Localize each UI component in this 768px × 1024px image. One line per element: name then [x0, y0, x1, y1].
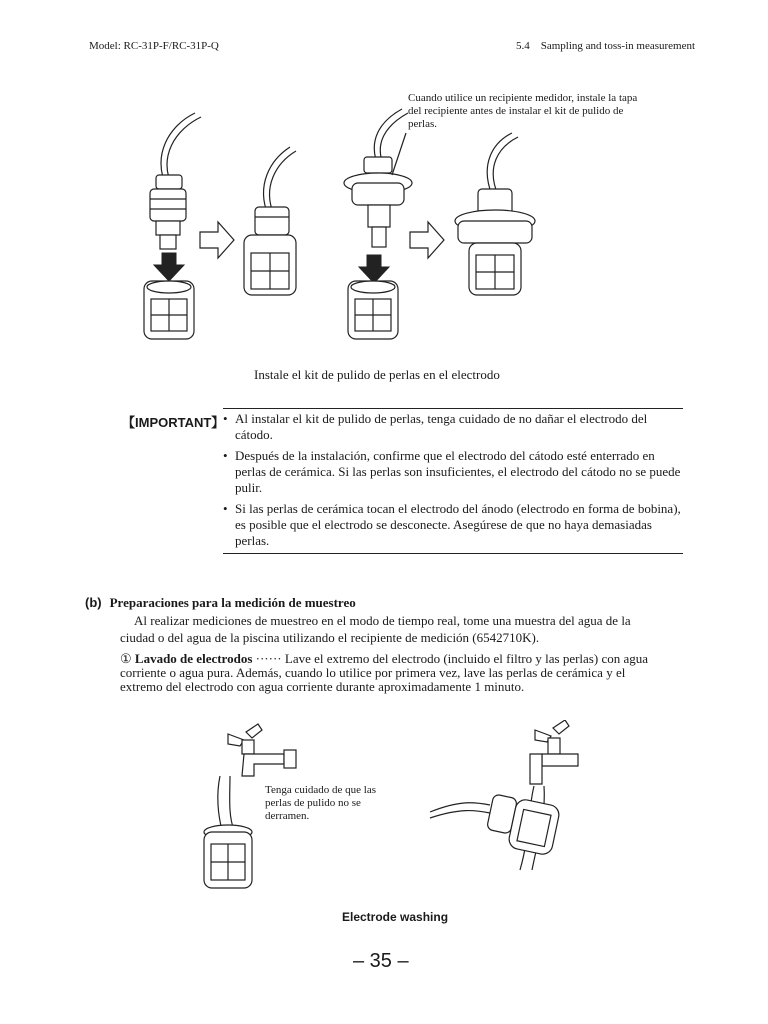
step-number: ① — [120, 651, 132, 666]
step-text: Lave el extremo del electrodo (incluido el filtro y las perlas) con agua corriente o agua pura. Además, cuando lo utilice por primera vez, lave las perlas de cerámica y el extremo del electrodo con agua corriente durante aproximadamente 1 minuto. — [120, 651, 649, 694]
bead-filter-3-illustration — [204, 825, 252, 888]
assembled-electrode-1-illustration — [244, 147, 296, 295]
important-note-3: • Si las perlas de cerámica tocan el electrodo del ánodo (electrodo en forma de bobina), es posible que el electrodo se desconecte. Asegúrese de que no haya demasiadas perlas. — [223, 501, 683, 549]
bead-spill-callout: Tenga cuidado de que las perlas de pulido no se derramen. — [265, 784, 377, 822]
step-title: Lavado de electrodos — [134, 651, 253, 666]
header-model: Model: RC-31P-F/RC-31P-Q — [89, 40, 219, 52]
important-notes — [223, 408, 683, 554]
lid-installation-callout: Cuando utilice un recipiente medidor, instale la tapa del recipiente antes de instalar el kit de pulido de perlas. — [408, 92, 638, 130]
down-arrow-2 — [359, 255, 389, 283]
electrode-washing-illustration — [190, 720, 590, 895]
electrode-with-lid-illustration — [344, 109, 412, 247]
important-note-1: • Al instalar el kit de pulido de perlas, tenga cuidado de no dañar el electrodo del cátodo. — [223, 411, 683, 443]
electrode-under-water-illustration — [430, 794, 561, 856]
figure2-caption: Electrode washing — [342, 910, 449, 924]
down-arrow-1 — [154, 253, 184, 281]
bead-kit-installation-illustration — [120, 95, 540, 345]
electrode-1-illustration — [150, 113, 201, 249]
important-label: 【IMPORTANT】 — [122, 415, 225, 430]
important-note-2: • Después de la instalación, confirme que el electrodo del cátodo esté enterrado en perlas de cerámica. Si las perlas son insuficientes, el electrodo del cátodo no se puede pulir. — [223, 448, 683, 496]
figure1-caption: Instale el kit de pulido de perlas en el electrodo — [254, 367, 500, 382]
section-b-intro: Al realizar mediciones de muestreo en el modo de tiempo real, tome una muestra del agua de la ciudad o del agua de la piscina utilizando el recipiente de medición (6542710K). — [120, 613, 631, 645]
bead-filter-2-illustration — [348, 281, 398, 339]
step-leader: ······ — [255, 651, 282, 666]
header-section: 5.4 Sampling and toss-in measurement — [516, 40, 696, 52]
page-number: – 35 – — [353, 950, 409, 972]
right-arrow-1 — [200, 222, 234, 258]
section-b-title: Preparaciones para la medición de muestreo — [109, 595, 356, 610]
section-b-heading — [85, 595, 356, 611]
bead-filter-1-illustration — [144, 281, 194, 339]
assembled-electrode-2-illustration — [455, 133, 535, 295]
electrode-washing-step — [120, 652, 660, 694]
right-arrow-2 — [410, 222, 444, 258]
section-b-tag: (b) — [85, 595, 102, 610]
